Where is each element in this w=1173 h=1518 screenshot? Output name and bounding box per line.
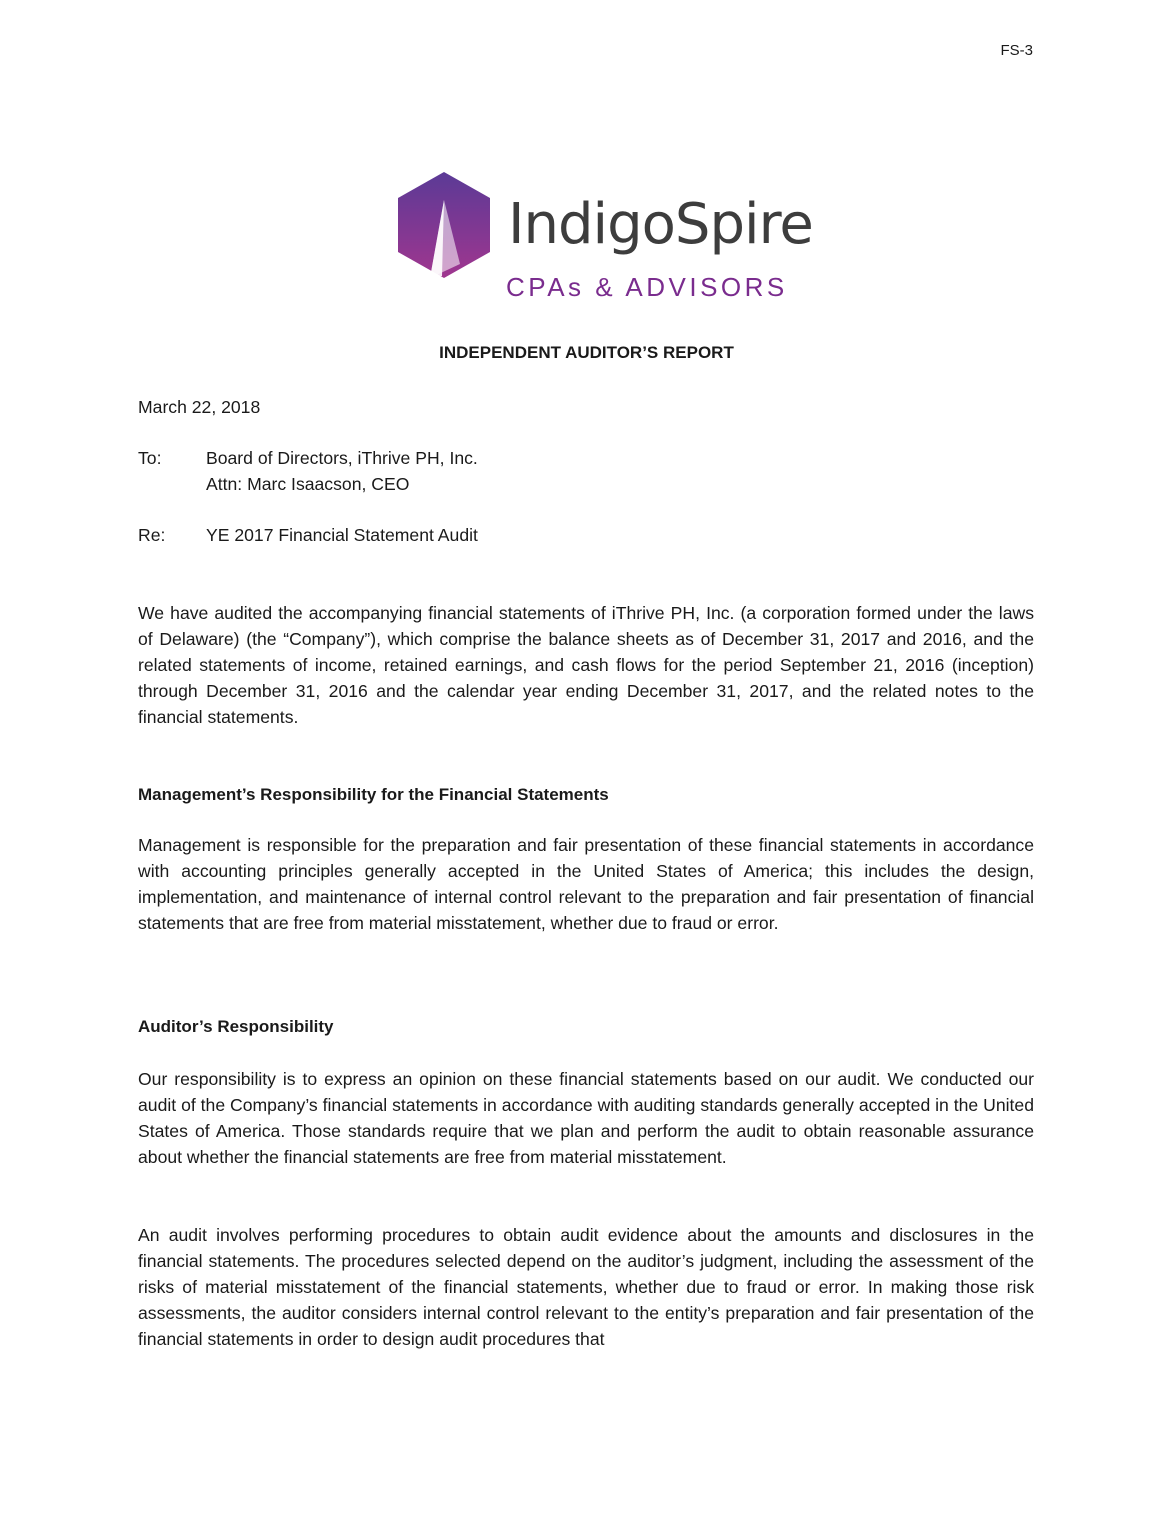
auditor-heading: Auditor’s Responsibility	[138, 1017, 334, 1036]
logo-subtitle: CPAs & ADVISORS	[506, 272, 788, 302]
to-line-2: Attn: Marc Isaacson, CEO	[206, 474, 410, 494]
to-line-1: Board of Directors, iThrive PH, Inc.	[206, 448, 478, 468]
company-logo	[398, 172, 813, 302]
auditor-paragraph-1: Our responsibility is to express an opinion on these financial statements based on our audit. We conducted our audit of the Company’s financial statements in accordance with auditing standards generally accepted in the United States of America. Those standards require that we plan and perform the audit to obtain reasonable assurance about whether the financial statements are free from material misstatement.	[138, 1069, 1034, 1167]
addressee-block	[138, 445, 1034, 497]
auditor-paragraph-2: An audit involves performing procedures to obtain audit evidence about the amounts and disclosures in the financial statements. The procedures selected depend on the auditor’s judgment, including the assessment of the risks of material misstatement of the financial statements, whether due to fraud or error. In making those risk assessments, the auditor considers internal control relevant to the entity’s preparation and fair presentation of the financial statements in order to design audit procedures that	[138, 1225, 1034, 1349]
report-date: March 22, 2018	[138, 397, 261, 417]
hexagon-spire-icon	[398, 172, 490, 278]
report-title: INDEPENDENT AUDITOR’S REPORT	[439, 343, 734, 362]
to-label: To:	[138, 448, 162, 468]
management-paragraph: Management is responsible for the preparation and fair presentation of these financial statements in accordance with accounting principles generally accepted in the United States of America; this includes the design, implementation, and maintenance of internal control relevant to the preparation and fair presentation of financial statements that are free from material misstatement, whether due to fraud or error.	[138, 835, 1034, 933]
logo-name: IndigoSpire	[508, 192, 813, 257]
management-heading: Management’s Responsibility for the Financial Statements	[138, 785, 609, 804]
intro-paragraph: We have audited the accompanying financial statements of iThrive PH, Inc. (a corporation formed under the laws of Delaware) (the “Company”), which comprise the balance sheets as of December 31, 2017 and 2016, and the related statements of income, retained earnings, and cash flows for the period September 21, 2016 (inception) through December 31, 2016 and the calendar year ending December 31, 2017, and the related notes to the financial statements.	[138, 603, 1034, 727]
subject-block	[138, 522, 1034, 548]
re-label: Re:	[138, 525, 166, 545]
re-text: YE 2017 Financial Statement Audit	[206, 525, 478, 545]
page-number: FS-3	[1000, 42, 1033, 59]
